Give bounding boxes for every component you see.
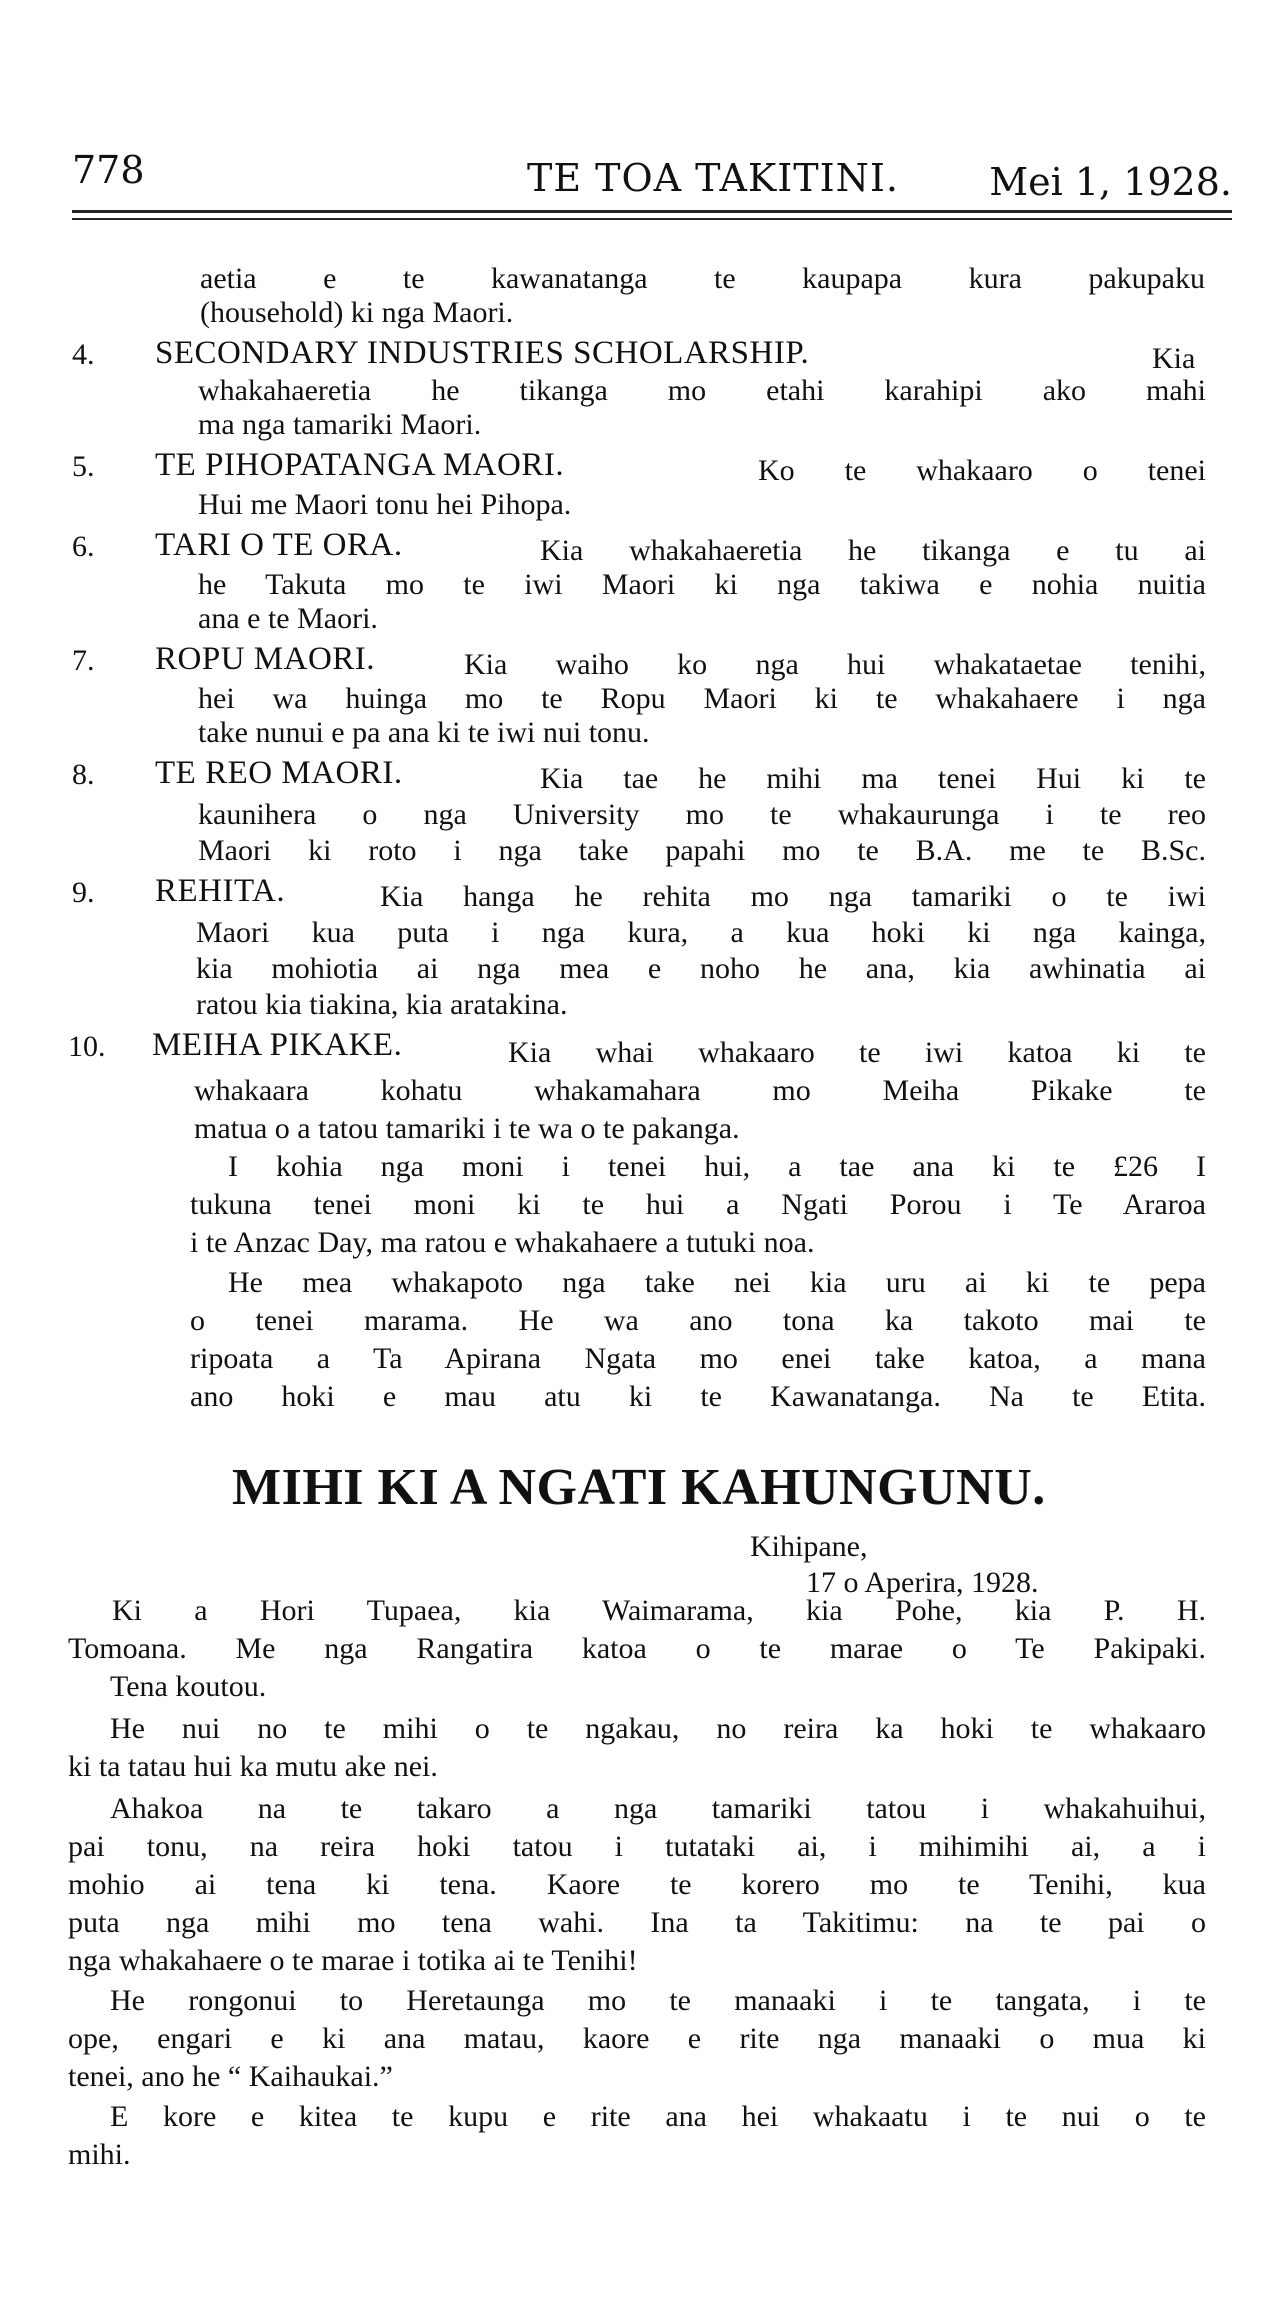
letter-place: Kihipane, [750,1530,868,1563]
item-title: MEIHA PIKAKE. [152,1027,403,1063]
page-number: 778 [72,148,145,192]
text-line: Kia tae he mihi ma tenei Hui ki te [540,762,1206,795]
item-title: SECONDARY INDUSTRIES SCHOLARSHIP. [155,335,810,371]
issue-date: Mei 1, 1928. [989,160,1232,204]
text-line: He mea whakapoto nga take nei kia uru ai ki te pepa [228,1266,1206,1299]
text-line: E kore e kitea te kupu e rite ana hei whakaatu i te nui o te [110,2100,1206,2133]
text-line: kaunihera o nga University mo te whakaurunga i te reo [198,798,1206,831]
text-line: Maori kua puta i nga kura, a kua hoki ki nga kainga, [196,916,1206,949]
text-line: pai tonu, na reira hoki tatou i tutataki ai, i mihimihi ai, a i [68,1830,1206,1863]
text-line: Kia [1152,342,1196,375]
text-line: ope, engari e ki ana matau, kaore e rite nga manaaki o mua ki [68,2022,1206,2055]
text-line: ratou kia tiakina, kia aratakina. [196,988,568,1021]
letter-date: 17 o Aperira, 1928. [806,1566,1039,1599]
item-number: 9. [72,876,95,909]
text-line: hei wa huinga mo te Ropu Maori ki te whakahaere i nga [198,682,1206,715]
text-line: Kia waiho ko nga hui whakataetae tenihi, [464,648,1206,681]
text-line: ano hoki e mau atu ki te Kawanatanga. Na te Etita. [190,1380,1206,1413]
header-rule [72,210,1232,213]
text-line: he Takuta mo te iwi Maori ki nga takiwa e nohia nuitia [198,568,1206,601]
text-line: Kia hanga he rehita mo nga tamariki o te iwi [380,880,1206,913]
running-header [72,148,1232,208]
text-line: Ko te whakaaro o tenei [758,454,1206,487]
text-line: o tenei marama. He wa ano tona ka takoto mai te [190,1304,1206,1337]
text-line: nga whakahaere o te marae i totika ai te Tenihi! [68,1944,638,1977]
text-line: Kia whai whakaaro te iwi katoa ki te [508,1036,1206,1069]
text-line: kia mohiotia ai nga mea e noho he ana, kia awhinatia ai [196,952,1206,985]
text-line: aetia e te kawanatanga te kaupapa kura pakupaku [200,262,1205,295]
item-title: TE PIHOPATANGA MAORI. [155,447,565,483]
text-line: ki ta tatau hui ka mutu ake nei. [68,1750,438,1783]
text-line: I kohia nga moni i tenei hui, a tae ana ki te £26 I [228,1150,1206,1183]
text-line: tenei, ano he “ Kaihaukai.” [68,2060,393,2093]
item-number: 8. [72,758,95,791]
item-title: ROPU MAORI. [155,641,376,677]
item-number: 5. [72,450,95,483]
text-line: tukuna tenei moni ki te hui a Ngati Porou i Te Araroa [190,1188,1206,1221]
item-title: TE REO MAORI. [155,755,403,791]
item-number: 7. [72,644,95,677]
journal-title: TE TOA TAKITINI. [527,156,899,200]
section-heading: MIHI KI A NGATI KAHUNGUNU. [232,1459,1046,1516]
text-line: Tena koutou. [110,1670,267,1703]
item-title: REHITA. [155,873,286,909]
text-line: (household) ki nga Maori. [200,296,514,329]
item-number: 6. [72,530,95,563]
text-line: ma nga tamariki Maori. [198,408,482,441]
text-line: Hui me Maori tonu hei Pihopa. [198,488,572,521]
text-line: take nunui e pa ana ki te iwi nui tonu. [198,716,650,749]
text-line: He nui no te mihi o te ngakau, no reira ka hoki te whakaaro [110,1712,1206,1745]
text-line: Ki a Hori Tupaea, kia Waimarama, kia Pohe, kia P. H. [112,1594,1206,1627]
text-line: Ahakoa na te takaro a nga tamariki tatou i whakahuihui, [110,1792,1206,1825]
item-title: TARI O TE ORA. [155,527,403,563]
text-line: matua o a tatou tamariki i te wa o te pakanga. [194,1112,740,1145]
text-line: ripoata a Ta Apirana Ngata mo enei take katoa, a mana [190,1342,1206,1375]
header-rule-double [72,218,1232,220]
text-line: He rongonui to Heretaunga mo te manaaki i te tangata, i te [110,1984,1206,2017]
text-line: mihi. [68,2138,131,2171]
text-line: i te Anzac Day, ma ratou e whakahaere a tutuki noa. [190,1226,815,1259]
text-line: mohio ai tena ki tena. Kaore te korero mo te Tenihi, kua [68,1868,1206,1901]
text-line: whakaara kohatu whakamahara mo Meiha Pikake te [194,1074,1206,1107]
text-line: whakahaeretia he tikanga mo etahi karahipi ako mahi [198,374,1206,407]
text-line: Tomoana. Me nga Rangatira katoa o te marae o Te Pakipaki. [68,1632,1206,1665]
item-number: 4. [72,338,95,371]
text-line: Maori ki roto i nga take papahi mo te B.A. me te B.Sc. [198,834,1206,867]
text-line: ana e te Maori. [198,602,378,635]
text-line: Kia whakahaeretia he tikanga e tu ai [540,534,1206,567]
item-number: 10. [68,1030,106,1063]
text-line: puta nga mihi mo tena wahi. Ina ta Takitimu: na te pai o [68,1906,1206,1939]
